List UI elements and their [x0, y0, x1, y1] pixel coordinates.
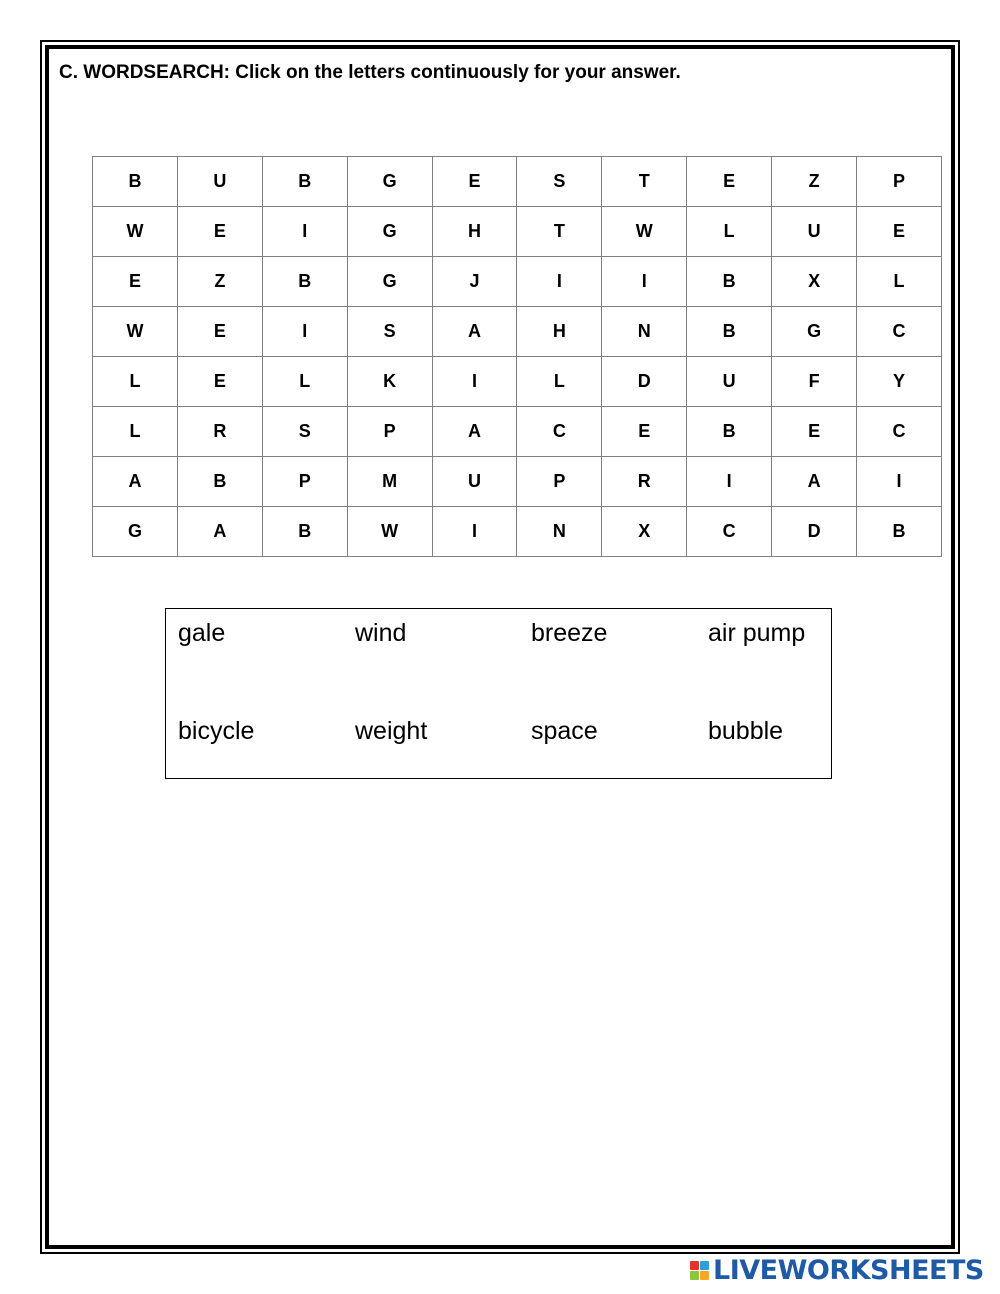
letter-cell[interactable]: F [772, 357, 857, 407]
instruction-heading: C. WORDSEARCH: Click on the letters continuously for your answer. [59, 62, 681, 83]
letter-cell[interactable]: E [432, 157, 517, 207]
letter-cell[interactable]: S [517, 157, 602, 207]
letter-cell[interactable]: J [432, 257, 517, 307]
letter-cell[interactable]: G [772, 307, 857, 357]
letter-cell[interactable]: L [857, 257, 942, 307]
grid-row [93, 407, 942, 457]
letter-cell[interactable]: G [347, 207, 432, 257]
letter-cell[interactable]: W [602, 207, 687, 257]
letter-cell[interactable]: I [262, 207, 347, 257]
letter-cell[interactable]: C [857, 407, 942, 457]
letter-cell[interactable]: Z [177, 257, 262, 307]
letter-cell[interactable]: D [772, 507, 857, 557]
letter-cell[interactable]: R [602, 457, 687, 507]
letter-cell[interactable]: G [347, 257, 432, 307]
letter-cell[interactable]: B [687, 257, 772, 307]
word-item: air pump [708, 619, 806, 647]
word-item: wind [355, 619, 407, 647]
logo-square [690, 1261, 699, 1270]
letter-cell[interactable]: P [857, 157, 942, 207]
word-list-box [165, 608, 832, 779]
letter-cell[interactable]: P [262, 457, 347, 507]
letter-cell[interactable]: C [857, 307, 942, 357]
letter-cell[interactable]: B [177, 457, 262, 507]
letter-cell[interactable]: A [432, 407, 517, 457]
letter-cell[interactable]: E [772, 407, 857, 457]
letter-cell[interactable]: I [602, 257, 687, 307]
grid-row [93, 307, 942, 357]
letter-cell[interactable]: H [432, 207, 517, 257]
letter-cell[interactable]: W [93, 307, 178, 357]
logo-square [700, 1271, 709, 1280]
letter-cell[interactable]: U [177, 157, 262, 207]
letter-cell[interactable]: W [93, 207, 178, 257]
word-item: gale [178, 619, 226, 647]
letter-cell[interactable]: B [687, 407, 772, 457]
letter-cell[interactable]: A [93, 457, 178, 507]
letter-cell[interactable]: E [93, 257, 178, 307]
letter-cell[interactable]: R [177, 407, 262, 457]
logo-square [690, 1271, 699, 1280]
logo-text: LIVEWORKSHEETS [713, 1254, 984, 1286]
letter-cell[interactable]: I [857, 457, 942, 507]
letter-cell[interactable]: H [517, 307, 602, 357]
letter-cell[interactable]: N [602, 307, 687, 357]
letter-cell[interactable]: B [93, 157, 178, 207]
letter-cell[interactable]: Z [772, 157, 857, 207]
letter-cell[interactable]: L [93, 357, 178, 407]
letter-cell[interactable]: L [517, 357, 602, 407]
letter-cell[interactable]: A [432, 307, 517, 357]
word-item: bubble [708, 717, 784, 745]
word-item: breeze [531, 619, 608, 647]
letter-cell[interactable]: P [347, 407, 432, 457]
word-item: weight [355, 717, 428, 745]
letter-cell[interactable]: I [262, 307, 347, 357]
letter-cell[interactable]: E [687, 157, 772, 207]
letter-cell[interactable]: B [262, 157, 347, 207]
letter-cell[interactable]: M [347, 457, 432, 507]
letter-cell[interactable]: G [347, 157, 432, 207]
letter-cell[interactable]: I [517, 257, 602, 307]
letter-cell[interactable]: P [517, 457, 602, 507]
letter-cell[interactable]: E [177, 207, 262, 257]
letter-cell[interactable]: K [347, 357, 432, 407]
letter-cell[interactable]: T [602, 157, 687, 207]
grid-row [93, 257, 942, 307]
word-item: bicycle [178, 717, 255, 745]
logo-square [700, 1261, 709, 1270]
letter-cell[interactable]: A [177, 507, 262, 557]
grid-row [93, 357, 942, 407]
letter-cell[interactable]: X [772, 257, 857, 307]
letter-cell[interactable]: Y [857, 357, 942, 407]
letter-cell[interactable]: B [262, 257, 347, 307]
letter-cell[interactable]: C [687, 507, 772, 557]
letter-cell[interactable]: E [177, 357, 262, 407]
letter-cell[interactable]: U [772, 207, 857, 257]
letter-cell[interactable]: E [602, 407, 687, 457]
letter-cell[interactable]: B [857, 507, 942, 557]
letter-cell[interactable]: U [432, 457, 517, 507]
letter-cell[interactable]: E [177, 307, 262, 357]
liveworksheets-logo-icon [690, 1261, 709, 1280]
letter-cell[interactable]: T [517, 207, 602, 257]
letter-cell[interactable]: E [857, 207, 942, 257]
letter-cell[interactable]: L [262, 357, 347, 407]
grid-row [93, 157, 942, 207]
grid-row [93, 457, 942, 507]
letter-cell[interactable]: B [687, 307, 772, 357]
letter-cell[interactable]: I [687, 457, 772, 507]
letter-cell[interactable]: G [93, 507, 178, 557]
letter-cell[interactable]: A [772, 457, 857, 507]
letter-cell[interactable]: X [602, 507, 687, 557]
letter-cell[interactable]: W [347, 507, 432, 557]
grid-row [93, 207, 942, 257]
wordsearch-grid [92, 156, 942, 557]
liveworksheets-logo [690, 1254, 984, 1286]
letter-cell[interactable]: B [262, 507, 347, 557]
letter-cell[interactable]: S [262, 407, 347, 457]
letter-cell[interactable]: C [517, 407, 602, 457]
letter-cell[interactable]: U [687, 357, 772, 407]
letter-cell[interactable]: I [432, 507, 517, 557]
letter-cell[interactable]: D [602, 357, 687, 407]
grid-row [93, 507, 942, 557]
letter-cell[interactable]: L [93, 407, 178, 457]
letter-cell[interactable]: I [432, 357, 517, 407]
letter-cell[interactable]: S [347, 307, 432, 357]
word-item: space [531, 717, 598, 745]
letter-cell[interactable]: L [687, 207, 772, 257]
letter-cell[interactable]: N [517, 507, 602, 557]
